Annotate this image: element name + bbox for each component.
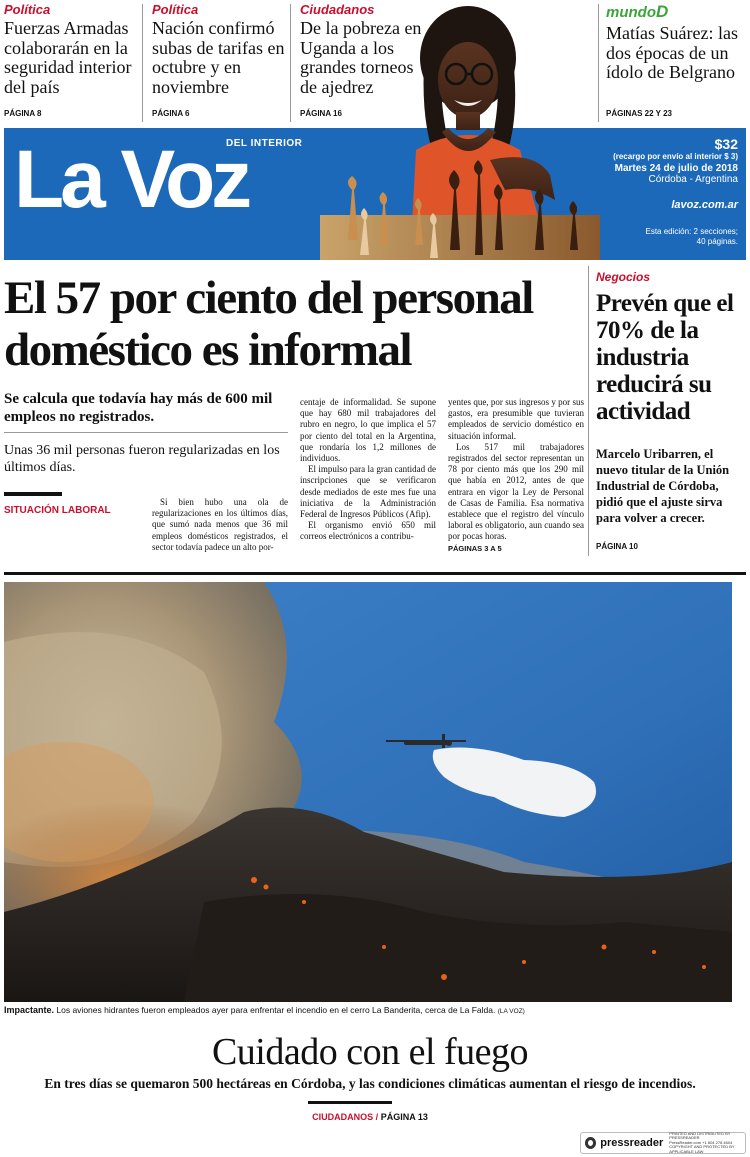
sidebar-page: PÁGINA 10 [596,542,638,551]
mundod-logo: mundoD [606,2,669,21]
edition-date: Martes 24 de julio de 2018 [614,163,738,174]
masthead-info [588,136,738,247]
logo-subtitle: DEL INTERIOR [226,138,303,149]
lead-headline[interactable]: El 57 por ciento del personal doméstico es informal [4,272,533,376]
teaser-headline: Nación confirmó subas de tarifas en octubre y en noviembre [152,18,285,97]
teaser-page: PÁGINA 16 [300,109,342,118]
pressreader-name: pressreader [600,1137,664,1149]
divider [142,4,143,122]
teaser-section: Política [4,2,51,17]
sidebar-headline[interactable]: Prevén que el 70% de la industria reducirá su actividad [596,290,734,425]
bottom-page-ref: CIUDADANOS / PÁGINA 13 [312,1112,428,1122]
section-kicker: SITUACIÓN LABORAL [4,505,111,516]
sidebar-body: Marcelo Uribarren, el nuevo titular de la Unión Industrial de Córdoba, pidió que el ajuste sirva para volver a crecer. [596,447,730,525]
bottom-bar [308,1101,392,1104]
deck-separator [4,432,288,433]
pressreader-badge[interactable] [580,1132,746,1154]
teaser-page: PÁGINA 6 [152,109,190,118]
chess-player-photo [320,0,600,260]
surcharge: (recargo por envío al interior $ 3) [613,152,738,161]
edition-city: Córdoba - Argentina [648,174,738,185]
lead-body-col-2: centaje de informalidad. Se supone que hay 680 mil trabajadores del rubro en negro, lo que implica el 57 por ciento del total en la Argentina, que rondaría los 1,2 millones de individuos. El impulso para la gran cantidad de inscripciones que se verificaron desde mediados de este mes fue una iniciativa de la Administración Federal de Ingresos Públicos (Afip). El organismo envió 650 mil correos electrónicos a contribu- [300,397,436,542]
teaser-headline: Fuerzas Armadas colaborarán en la seguridad interior del país [4,18,132,97]
lead-body-col-1: Si bien hubo una ola de regularizaciones en los últimos días, que sumó nada menos que 36 mil empleos domésticos registrados, el sector todavía padece un alto por- [152,497,288,552]
price: $32 [714,136,738,152]
lead-deck-secondary: Unas 36 mil personas fueron regularizadas en los últimos días. [4,443,280,475]
teaser-matias-suarez[interactable] [602,0,750,124]
edition-info: Esta edición: 2 secciones; 40 páginas. [645,227,738,246]
bottom-headline[interactable]: Cuidado con el fuego [211,1031,529,1073]
pressreader-icon [585,1137,596,1149]
teaser-tarifas[interactable] [148,0,288,124]
sidebar-divider [588,266,589,556]
sidebar-section: Negocios [596,270,651,284]
lead-deck-primary: Se calcula que todavía hay más de 600 mil empleos no registrados. [4,391,273,425]
teaser-headline: Matías Suárez: las dos épocas de un ídolo de Belgrano [606,23,738,82]
teaser-section: Política [152,2,199,17]
teaser-page: PÁGINA 8 [4,109,42,118]
teaser-fuerzas-armadas[interactable] [0,0,142,124]
teaser-page: PÁGINAS 22 Y 23 [606,109,672,118]
photo-caption: Impactante. Los aviones hidrantes fueron empleados ayer para enfrentar el incendio en el cerro La Banderita, cerca de La Falda. (LA VOZ) [4,1005,525,1015]
teaser-section: Ciudadanos [300,2,375,17]
kicker-bar [4,492,62,496]
wildfire-photo [4,582,732,1002]
pressreader-fine-print: PRINTED AND DISTRIBUTED BY PRESSREADER PressReader.com +1 604 278 4604 COPYRIGHT AND PROTECTED BY APPLICABLE LAW [669,1131,735,1154]
la-voz-logo[interactable]: La Voz [14,134,249,225]
website-link[interactable]: lavoz.com.ar [671,199,738,211]
teaser-headline: De la pobreza en Uganda a los grandes torneos de ajedrez [300,18,422,97]
lead-body-col-3: yentes que, por sus ingresos y por sus gastos, era presumible que tuvieran empleados de servicio doméstico en situación informal. Los 517 mil trabajadores registrados del sector representan un 78 por ciento más que los 290 mil que había en 2012, antes de que entrara en vigor la Ley de Personal de Casas de Familia. Esa normativa establece que el registro del vínculo laboral es obligatorio, aun cuando sea por pocas horas. PÁGINAS 3 A 5 [448,397,584,553]
lead-pages-ref: PÁGINAS 3 A 5 [448,543,502,553]
photo-rule [4,572,746,575]
bottom-deck: En tres días se quemaron 500 hectáreas en Córdoba, y las condiciones climáticas aumentan el riesgo de incendios. [44,1076,696,1091]
divider [290,4,291,122]
